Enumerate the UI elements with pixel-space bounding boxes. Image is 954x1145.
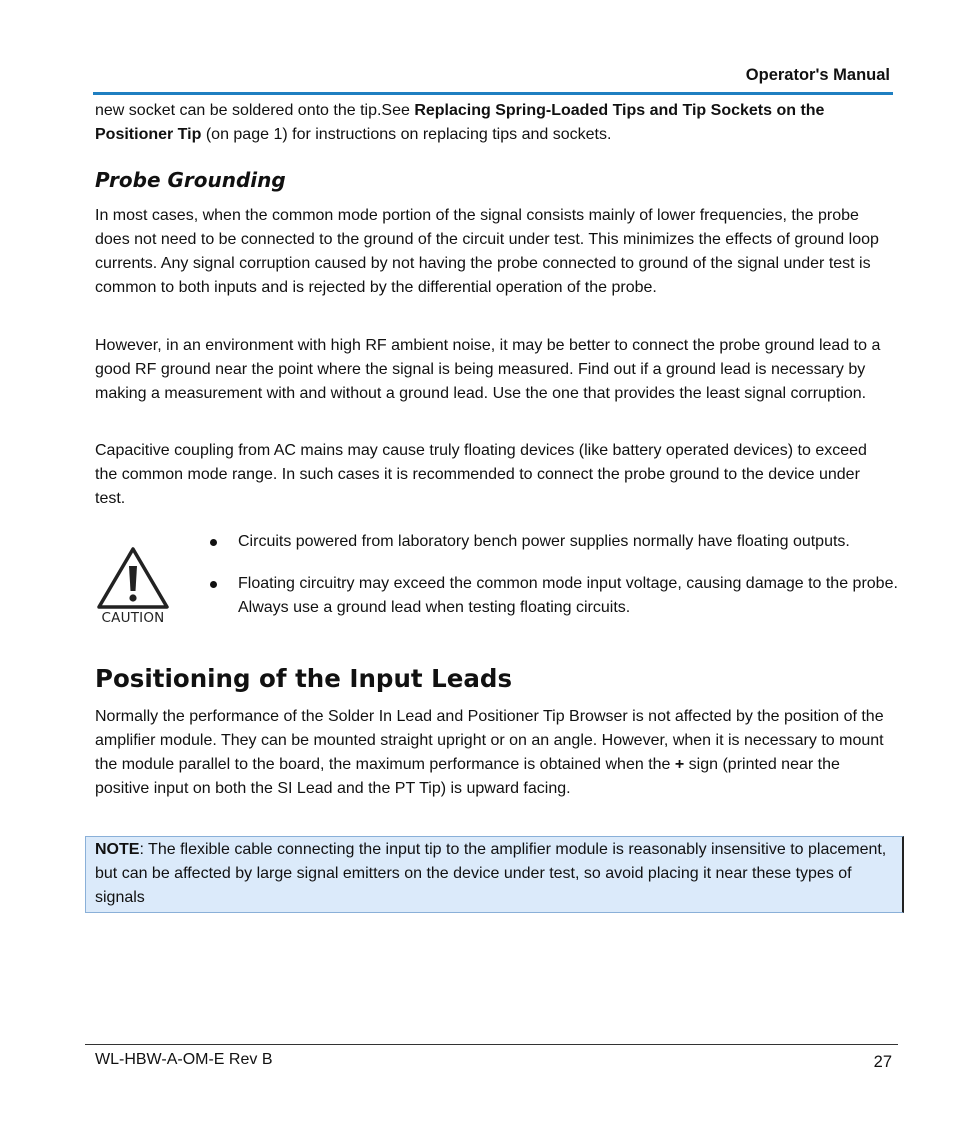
section-heading-probe-grounding: Probe Grounding [95, 168, 286, 192]
caution-triangle-icon [96, 546, 170, 610]
page-number: 27 [873, 1053, 892, 1071]
bullet-text: Circuits powered from laboratory bench power supplies normally have floating outputs. [238, 533, 850, 550]
bullet-text: Floating circuitry may exceed the common mode input voltage, causing damage to the probe. Always use a ground lead when testing floating circuits. [238, 575, 898, 616]
grounding-paragraph-2: However, in an environment with high RF ambient noise, it may be better to connect the probe ground lead to a good RF ground near the point where the signal is being measured. Find out if a ground lead is necessary by making a measurement with and without a ground lead. Use the one that provides the least signal corruption. [95, 337, 881, 402]
grounding-paragraph-1: In most cases, when the common mode portion of the signal consists mainly of lower frequencies, the probe does not need to be connected to the ground of the circuit under test. This minimizes the effects of ground loop currents. Any signal corruption caused by not having the probe connected to ground of the signal under test is common to both inputs and is rejected by the differential operation of the probe. [95, 207, 879, 296]
section-heading-positioning: Positioning of the Input Leads [95, 664, 513, 693]
intro-text: new socket can be soldered onto the tip.See [95, 102, 415, 119]
positioning-text-end: sign (printed near the positive input on both the SI Lead and the PT Tip) is upward facing. [95, 756, 840, 797]
caution-bullet-list [210, 530, 900, 638]
intro-paragraph [95, 99, 893, 147]
list-item [210, 572, 900, 620]
note-text: : The flexible cable connecting the input tip to the amplifier module is reasonably insensitive to placement, but can be affected by large signal emitters on the device under test, so avoid placing it near these types of signals [95, 841, 887, 906]
footer-doc-id: WL-HBW-A-OM-E Rev B [95, 1051, 273, 1068]
caution-label: CAUTION [101, 610, 165, 626]
positioning-paragraph [95, 705, 893, 801]
caution-block [94, 546, 172, 630]
grounding-paragraph-3: Capacitive coupling from AC mains may cause truly floating devices (like battery operated devices) to exceed the common mode range. In such cases it is recommended to connect the probe ground to the device under test. [95, 442, 867, 507]
footer-rule [85, 1044, 898, 1045]
note-box [85, 836, 904, 913]
bullet-dot-icon [210, 581, 217, 588]
page-header-title: Operator's Manual [745, 66, 890, 84]
bullet-dot-icon [210, 539, 217, 546]
cross-reference-link[interactable]: Replacing Spring-Loaded Tips and Tip Sockets on the Positioner Tip [95, 102, 825, 143]
header-rule [93, 92, 893, 95]
list-item [210, 530, 900, 554]
plus-sign: + [674, 756, 685, 773]
positioning-text: Normally the performance of the Solder In Lead and Positioner Tip Browser is not affected by the position of the amplifier module. They can be mounted straight upright or on an angle. However, when it is necessary to mount the module parallel to the board, the maximum performance is obtained when the [95, 708, 884, 773]
intro-text-end: (on page 1) for instructions on replacing tips and sockets. [201, 126, 612, 143]
note-label: NOTE [95, 841, 140, 858]
